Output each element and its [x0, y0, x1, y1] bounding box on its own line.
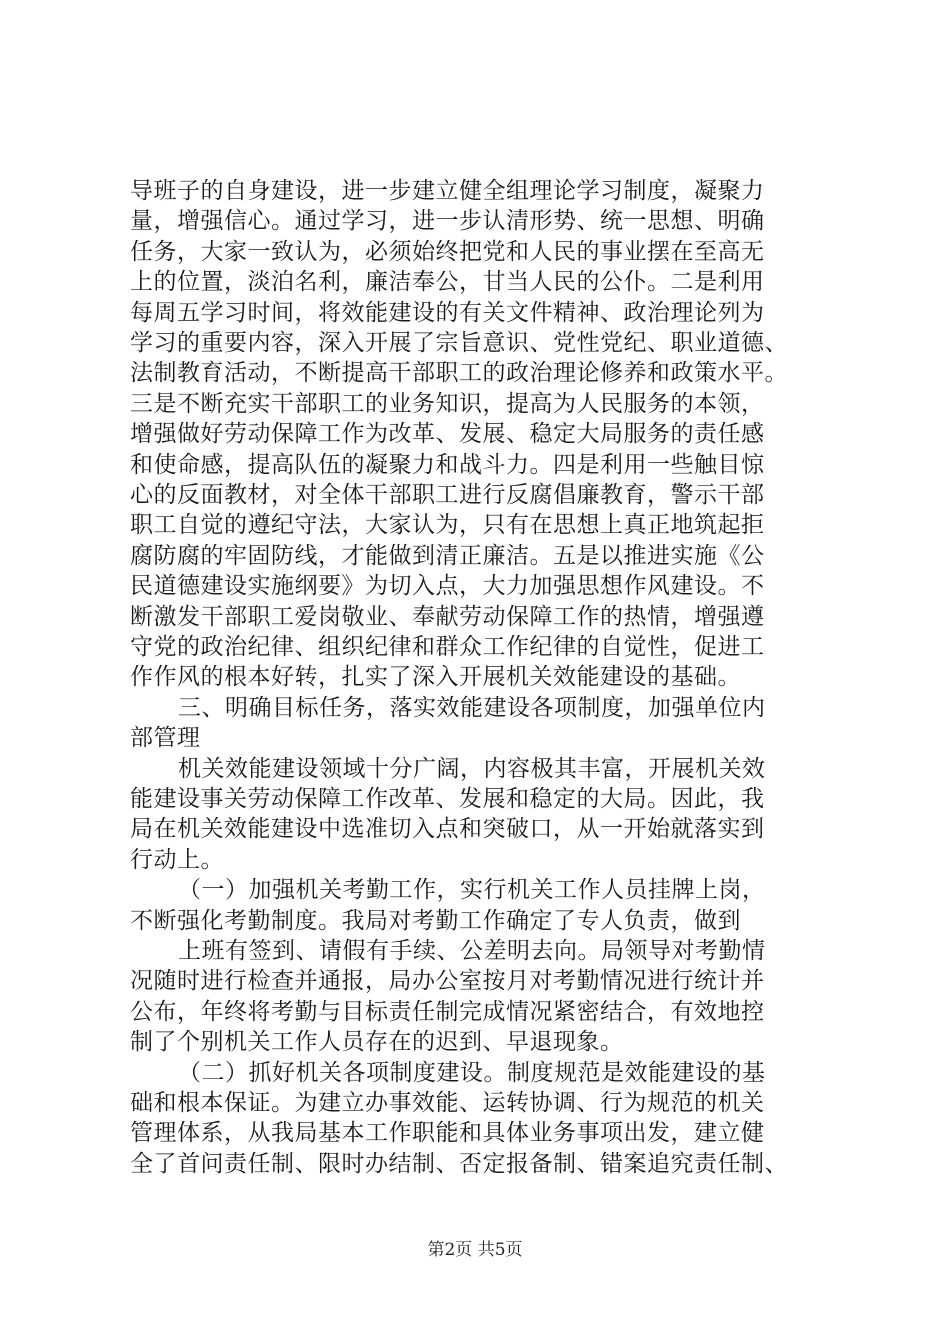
- text-line: 上班有签到、请假有手续、公差明去向。局领导对考勤情: [178, 938, 766, 964]
- text-line: 全了首问责任制、限时办结制、否定报备制、错案追究责任制、: [130, 1151, 788, 1177]
- text-line: 制了个别机关工作人员存在的迟到、早退现象。: [130, 1029, 624, 1055]
- subsection-line: （一）加强机关考勤工作，实行机关工作人员挂牌上岗，: [178, 877, 766, 903]
- text-line: 不断强化考勤制度。我局对考勤工作确定了专人负责，做到: [130, 908, 741, 934]
- text-line: 础和根本保证。为建立办事效能、运转协调、行为规范的机关: [130, 1090, 765, 1116]
- text-line: 公布，年终将考勤与目标责任制完成情况紧密结合，有效地控: [130, 999, 765, 1025]
- text-line: 民道德建设实施纲要》为切入点，大力加强思想作风建设。不: [130, 573, 765, 599]
- text-line: 法制教育活动，不断提高干部职工的政治理论修养和政策水平。: [130, 360, 788, 386]
- text-line: 增强做好劳动保障工作为改革、发展、稳定大局服务的责任感: [130, 421, 765, 447]
- text-line: 任务，大家一致认为，必须始终把党和人民的事业摆在至高无: [130, 239, 765, 265]
- text-line: 学习的重要内容，深入开展了宗旨意识、党性党纪、职业道德、: [130, 330, 788, 356]
- text-line: 行动上。: [130, 847, 224, 873]
- page-footer: 第2页 共5页: [427, 1240, 523, 1260]
- text-line: 三是不断充实干部职工的业务知识，提高为人民服务的本领，: [130, 391, 765, 417]
- text-line: 心的反面教材，对全体干部职工进行反腐倡廉教育，警示干部: [130, 482, 765, 508]
- text-line: 况随时进行检查并通报，局办公室按月对考勤情况进行统计并: [130, 968, 765, 994]
- text-line: 导班子的自身建设，进一步建立健全组理论学习制度，凝聚力: [130, 178, 765, 204]
- section-heading: 三、明确目标任务，落实效能建设各项制度，加强单位内: [178, 695, 766, 721]
- text-line: 作作风的根本好转，扎实了深入开展机关效能建设的基础。: [130, 664, 741, 690]
- section-heading-cont: 部管理: [130, 725, 201, 751]
- text-line: 职工自觉的遵纪守法，大家认为，只有在思想上真正地筑起拒: [130, 512, 765, 538]
- text-line: 机关效能建设领域十分广阔，内容极其丰富，开展机关效: [178, 756, 766, 782]
- subsection-line: （二）抓好机关各项制度建设。制度规范是效能建设的基: [178, 1060, 766, 1086]
- text-line: 腐防腐的牢固防线，才能做到清正廉洁。五是以推进实施《公: [130, 543, 765, 569]
- text-line: 每周五学习时间，将效能建设的有关文件精神、政治理论列为: [130, 300, 765, 326]
- text-line: 上的位置，淡泊名利，廉洁奉公，甘当人民的公仆。二是利用: [130, 269, 765, 295]
- text-line: 量，增强信心。通过学习，进一步认清形势、统一思想、明确: [130, 208, 765, 234]
- text-line: 和使命感，提高队伍的凝聚力和战斗力。四是利用一些触目惊: [130, 452, 765, 478]
- text-line: 局在机关效能建设中选准切入点和突破口，从一开始就落实到: [130, 816, 765, 842]
- text-line: 能建设事关劳动保障工作改革、发展和稳定的大局。因此，我: [130, 786, 765, 812]
- text-line: 断激发干部职工爱岗敬业、奉献劳动保障工作的热情，增强遵: [130, 604, 765, 630]
- text-line: 守党的政治纪律、组织纪律和群众工作纪律的自觉性，促进工: [130, 634, 765, 660]
- text-line: 管理体系，从我局基本工作职能和具体业务事项出发，建立健: [130, 1120, 765, 1146]
